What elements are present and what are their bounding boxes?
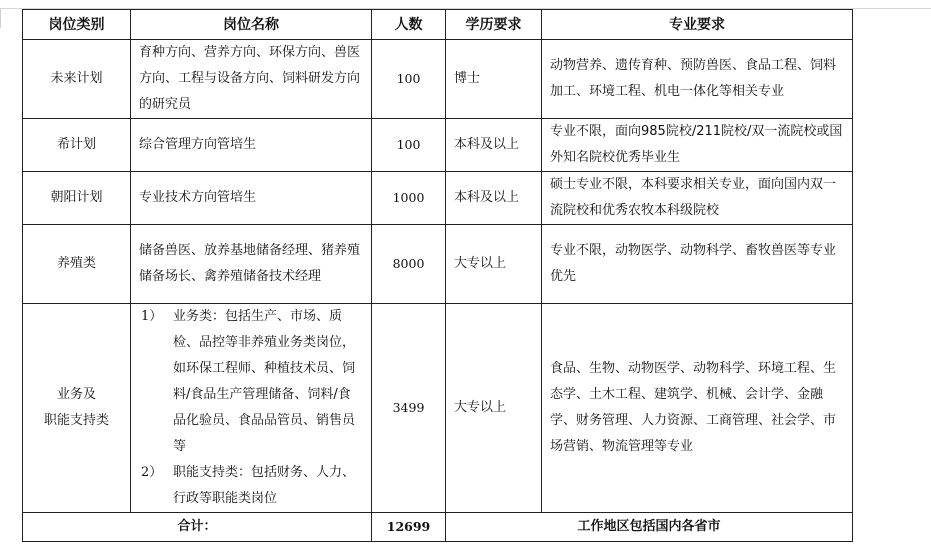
row-count: 3499 (372, 304, 446, 513)
total-value: 12699 (372, 513, 446, 542)
total-row (23, 513, 853, 542)
table-row (23, 119, 853, 172)
duty-marker: 2） (141, 465, 163, 480)
duty-marker: 1） (141, 309, 163, 324)
duty-list (139, 304, 363, 512)
row-position: 储备兽医、放养基地储备经理、猪养殖储备场长、禽养殖储备技术经理 (131, 225, 372, 304)
row-major: 专业不限，面向985院校/211院校/双一流院校或国外知名院校优秀毕业生 (542, 119, 853, 172)
row-category (23, 304, 131, 513)
header-position: 岗位名称 (131, 10, 372, 40)
row-category-line1: 业务及 (56, 387, 96, 402)
row-count: 100 (372, 40, 446, 119)
row-education: 大专以上 (446, 304, 542, 513)
row-major: 专业不限，动物医学、动物科学、畜牧兽医等专业优先 (542, 225, 853, 304)
row-position: 专业技术方向管培生 (131, 172, 372, 225)
table-row (23, 225, 853, 304)
duty-item (139, 460, 363, 512)
row-count: 100 (372, 119, 446, 172)
row-category-line2: 职能支持类 (43, 413, 109, 428)
page-margin-mark (0, 8, 1, 28)
row-major: 食品、生物、动物医学、动物科学、环境工程、生态学、土木工程、建筑学、机械、会计学、金融学、财务管理、人力资源、工商管理、社会学、市场营销、物流管理等专业 (542, 304, 853, 513)
row-major: 动物营养、遗传育种、预防兽医、食品工程、饲料加工、环境工程、机电一体化等相关专业 (542, 40, 853, 119)
row-position (131, 304, 372, 513)
header-category: 岗位类别 (23, 10, 131, 40)
row-education: 博士 (446, 40, 542, 119)
header-major: 专业要求 (542, 10, 853, 40)
header-education: 学历要求 (446, 10, 542, 40)
table-row (23, 304, 853, 513)
row-position: 综合管理方向管培生 (131, 119, 372, 172)
header-row (23, 10, 853, 40)
row-position: 育种方向、营养方向、环保方向、兽医方向、工程与设备方向、饲料研发方向的研究员 (131, 40, 372, 119)
header-count: 人数 (372, 10, 446, 40)
row-education: 大专以上 (446, 225, 542, 304)
table-row (23, 40, 853, 119)
row-count: 1000 (372, 172, 446, 225)
duty-item (139, 304, 363, 460)
row-category: 养殖类 (23, 225, 131, 304)
recruitment-table (22, 9, 853, 542)
table-row (23, 172, 853, 225)
row-category: 希计划 (23, 119, 131, 172)
row-education: 本科及以上 (446, 119, 542, 172)
work-area-note: 工作地区包括国内各省市 (446, 513, 853, 542)
duty-text: 业务类：包括生产、市场、质检、品控等非养殖业务类岗位，如环保工程师、种植技术员、饲料/食品生产管理储备、饲料/食品化验员、食品品管员、销售员等 (173, 309, 356, 454)
row-education: 本科及以上 (446, 172, 542, 225)
row-count: 8000 (372, 225, 446, 304)
total-label: 合计： (23, 513, 372, 542)
row-category: 朝阳计划 (23, 172, 131, 225)
row-category: 未来计划 (23, 40, 131, 119)
duty-text: 职能支持类：包括财务、人力、行政等职能类岗位 (173, 465, 356, 506)
row-major: 硕士专业不限，本科要求相关专业，面向国内双一流院校和优秀农牧本科级院校 (542, 172, 853, 225)
